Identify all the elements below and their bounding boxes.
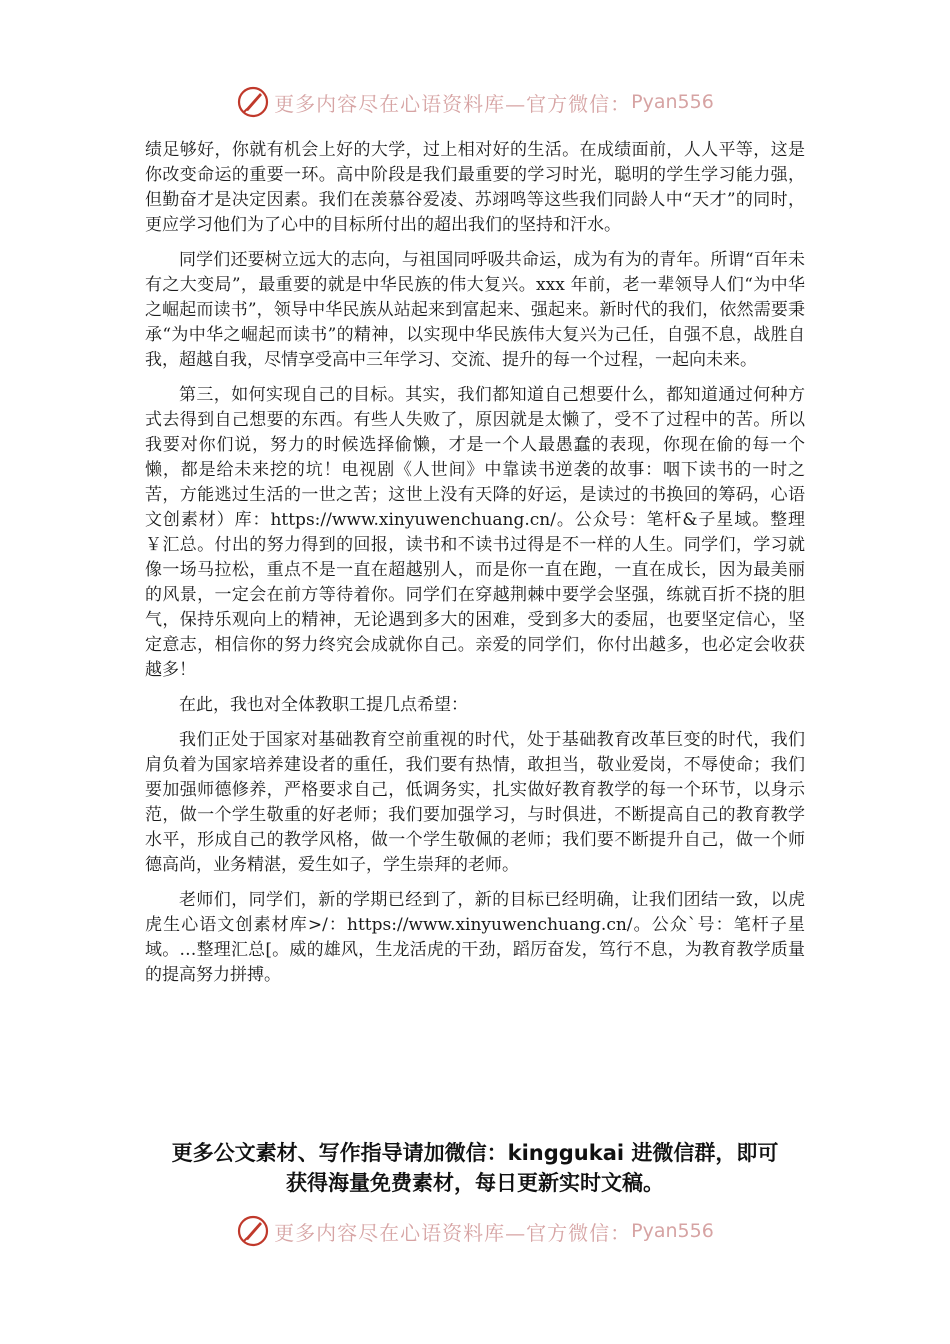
paragraph-3: 第三，如何实现自己的目标。其实，我们都知道自己想要什么，都知道通过何种方式去得到自己想要的东西。有些人失败了，原因就是太懒了，受不了过程中的苦。所以我要对你们说，努力的时候选择偷懒，才是一个人最愚蠢的表现，你现在偷的每一个懒，都是给未来挖的坑！电视剧《人世间》中靠读书逆袭的故事：咽下读书的一时之苦，方能逃过生活的一世之苦；这世上没有天降的好运，是读过的书换回的筹码，心语文创素材）库：https://www.xinyuwenchuang.cn/。公众号：笔杆&子星域。整理￥汇总。付出的努力得到的回报，读书和不读书过得是不一样的人生。同学们，学习就像一场马拉松，重点不是一直在超越别人，而是你一直在跑，一直在成长，因为最美丽的风景，一定会在前方等待着你。同学们在穿越荆棘中要学会坚强，练就百折不挠的胆气，保持乐观向上的精神，无论遇到多大的困难，受到多大的委屈，也要坚定信心，坚定意志，相信你的努力终究会成就你自己。亲爱的同学们，你付出越多，也必定会收获越多！ bbox=[145, 385, 805, 680]
footer-notice bbox=[100, 1138, 850, 1198]
document-body bbox=[145, 138, 805, 998]
paragraph-1: 绩足够好，你就有机会上好的大学，过上相对好的生活。在成绩面前，人人平等，这是你改变命运的重要一环。高中阶段是我们最重要的学习时光，聪明的学生学习能力强，但勤奋才是决定因素。我们在羡慕谷爱凌、苏翊鸣等这些我们同龄人中“天才”的同时，更应学习他们为了心中的目标所付出的超出我们的坚持和汗水。 bbox=[145, 140, 805, 235]
header-banner-text: 更多内容尽在心语资料库—官方微信： bbox=[274, 91, 632, 116]
footer-banner-account: Pyan556 bbox=[631, 1220, 714, 1242]
footer-notice-line-2: 获得海量免费素材，每日更新实时文稿。 bbox=[286, 1171, 664, 1195]
paragraph-2: 同学们还要树立远大的志向，与祖国同呼吸共命运，成为有为的青年。所谓“百年未有之大变局”，最重要的就是中华民族的伟大复兴。xxx 年前，老一辈领导人们“为中华之崛起而读书”，领导中华民族从站起来到富起来、强起来。新时代的我们，依然需要秉承“为中华之崛起而读书”的精神，以实现中华民族伟大复兴为己任，自强不息，战胜自我，超越自我，尽情享受高中三年学习、交流、提升的每一个过程，一起向未来。 bbox=[145, 250, 805, 370]
footer-notice-line-1: 更多公文素材、写作指导请加微信：kinggukai 进微信群，即可 bbox=[171, 1141, 779, 1165]
header-banner bbox=[0, 82, 950, 122]
header-banner-account: Pyan556 bbox=[631, 91, 714, 113]
paragraph-5: 我们正处于国家对基础教育空前重视的时代，处于基础教育改革巨变的时代，我们肩负着为国家培养建设者的重任，我们要有热情，敢担当，敬业爱岗，不辱使命；我们要加强师德修养，严格要求自己，低调务实，扎实做好教育教学的每一个环节，以身示范，做一个学生敬重的好老师；我们要加强学习，与时俱进，不断提高自己的教育教学水平，形成自己的教学风格，做一个学生敬佩的老师；我们要不断提升自己，做一个师德高尚，业务精湛，爱生如子，学生崇拜的老师。 bbox=[145, 730, 805, 875]
quill-logo-icon bbox=[236, 1214, 270, 1248]
quill-logo-icon bbox=[236, 85, 270, 119]
paragraph-4: 在此，我也对全体教职工提几点希望： bbox=[179, 695, 468, 715]
footer-banner bbox=[0, 1211, 950, 1251]
footer-banner-text: 更多内容尽在心语资料库—官方微信： bbox=[274, 1220, 632, 1245]
paragraph-6: 老师们，同学们，新的学期已经到了，新的目标已经明确，让我们团结一致，以虎虎生心语文创素材库>/：https://www.xinyuwenchuang.cn/。公众`号：笔杆子星域。…整理汇总[。威的雄风，生龙活虎的干劲，蹈厉奋发，笃行不息，为教育教学质量的提高努力拼搏。 bbox=[145, 890, 805, 985]
